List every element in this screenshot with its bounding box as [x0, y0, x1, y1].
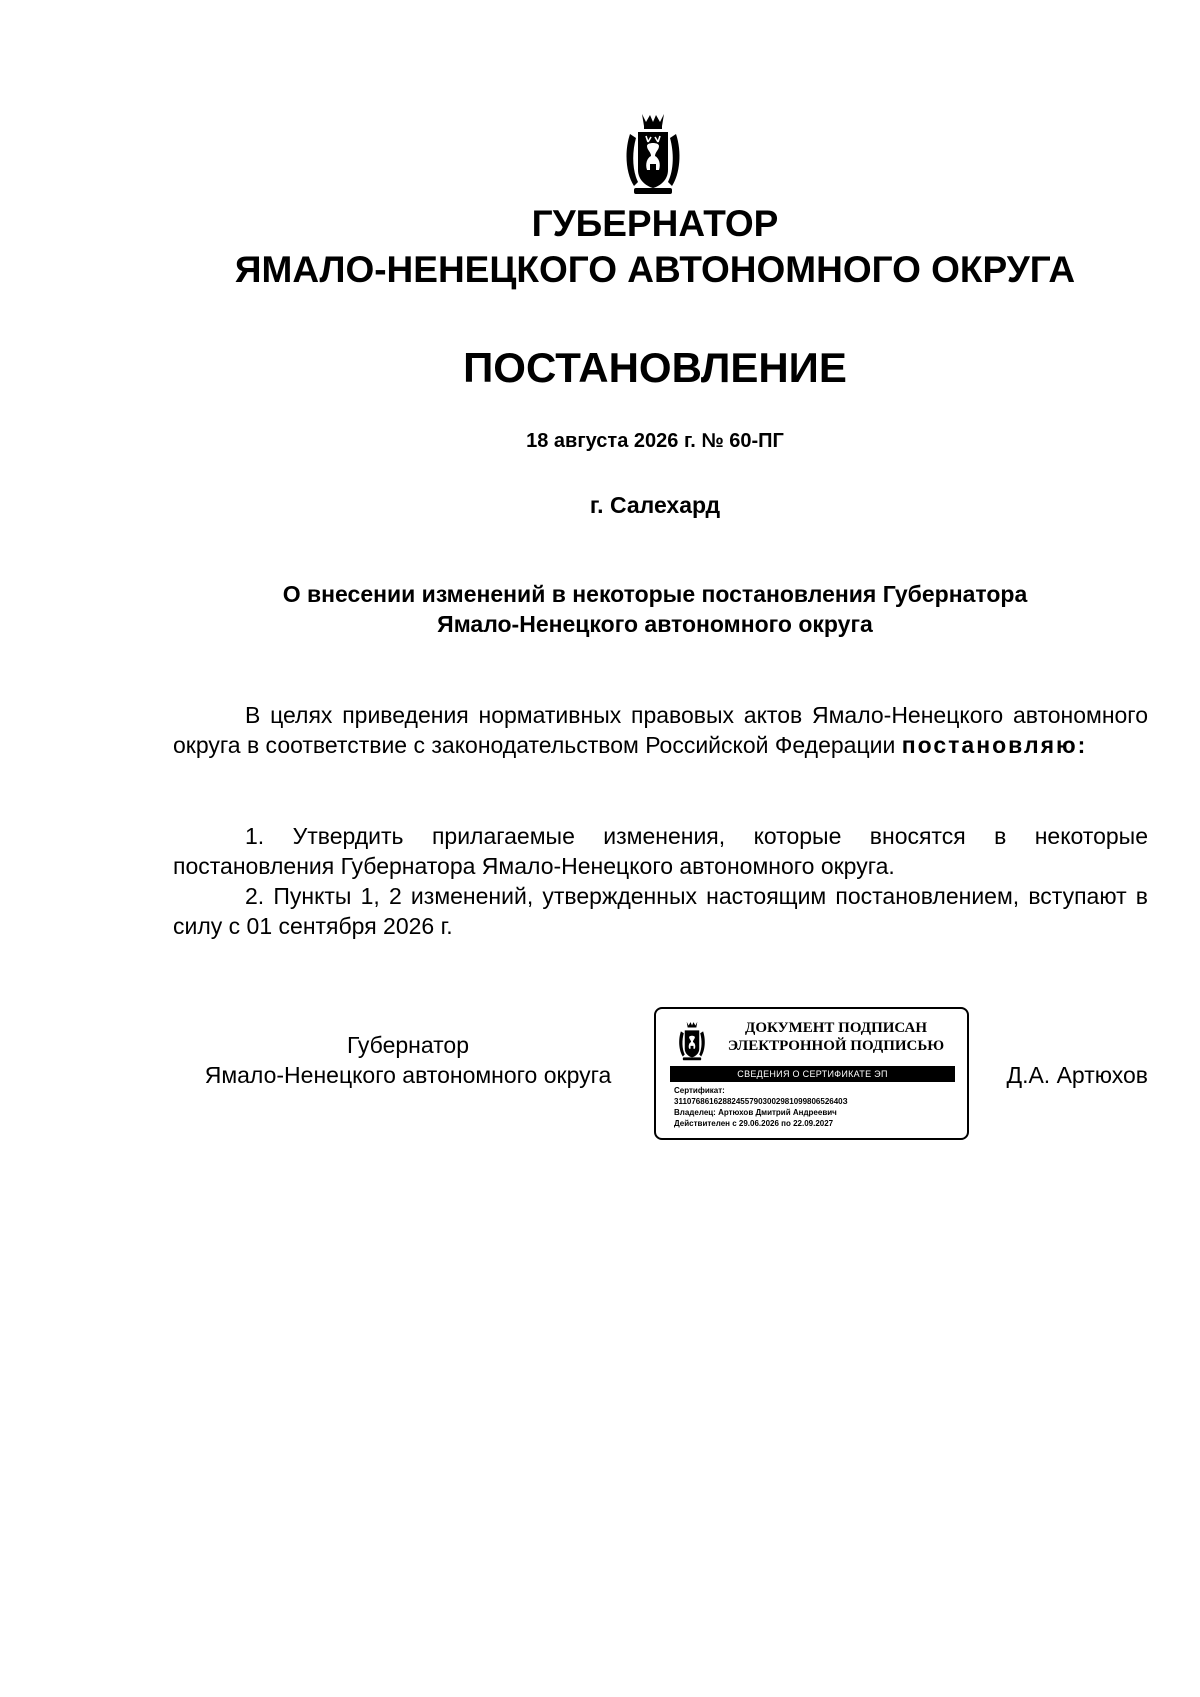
document-place: г. Салехард: [589, 492, 721, 518]
stamp-title: [716, 1019, 956, 1055]
item-2-paragraph: 2. Пункты 1, 2 изменений, утвержденных настоящим постановлением, вступают в силу с 01 сентября 2026 г.: [173, 883, 1148, 939]
signatory-position: [173, 1030, 643, 1090]
yamal-coat-of-arms-icon: [624, 112, 682, 196]
document-type: ПОСТАНОВЛЕНИЕ: [463, 344, 847, 391]
stamp-title-line-2: ЭЛЕКТРОННОЙ ПОДПИСЬЮ: [727, 1038, 945, 1054]
signatory-post-line-2: Ямало-Ненецкого автономного округа: [204, 1062, 612, 1088]
stamp-certificate-label: Сертификат:: [674, 1086, 725, 1095]
item-1-paragraph: 1. Утвердить прилагаемые изменения, которые вносятся в некоторые постановления Губернатора Ямало-Ненецкого автономного округа.: [173, 823, 1148, 879]
signatory-name: Д.А. Артюхов: [1006, 1062, 1148, 1088]
issuer-title: ГУБЕРНАТОР: [531, 203, 779, 244]
stamp-validity: Действителен с 29.06.2026 по 22.09.2027: [674, 1119, 834, 1128]
stamp-coat-of-arms-icon: [678, 1019, 706, 1063]
stamp-owner: Владелец: Артюхов Дмитрий Андреевич: [674, 1108, 837, 1117]
electronic-signature-stamp: [654, 1007, 969, 1140]
document-date-number: 18 августа 2026 г. № 60-ПГ: [526, 430, 784, 452]
issuer-region: ЯМАЛО-НЕНЕЦКОГО АВТОНОМНОГО ОКРУГА: [234, 249, 1076, 290]
document-subject-line-2: Ямало-Ненецкого автономного округа: [437, 611, 873, 637]
preamble-keyword: постановляю:: [901, 732, 1088, 758]
stamp-title-line-1: ДОКУМЕНТ ПОДПИСАН: [745, 1020, 927, 1036]
preamble-text: В целях приведения нормативных правовых актов Ямало-Ненецкого автономного округа в соответствие с законодательством Российской Федерации: [173, 702, 1148, 758]
stamp-certificate-number: 31107686162882455790300298109980652640З: [674, 1097, 848, 1106]
stamp-certificate-bar: СВЕДЕНИЯ О СЕРТИФИКАТЕ ЭП: [670, 1066, 955, 1082]
document-subject-line-1: О внесении изменений в некоторые постановления Губернатора: [282, 581, 1028, 607]
preamble-paragraph: [173, 700, 1148, 760]
signatory-post-line-1: Губернатор: [346, 1032, 470, 1058]
